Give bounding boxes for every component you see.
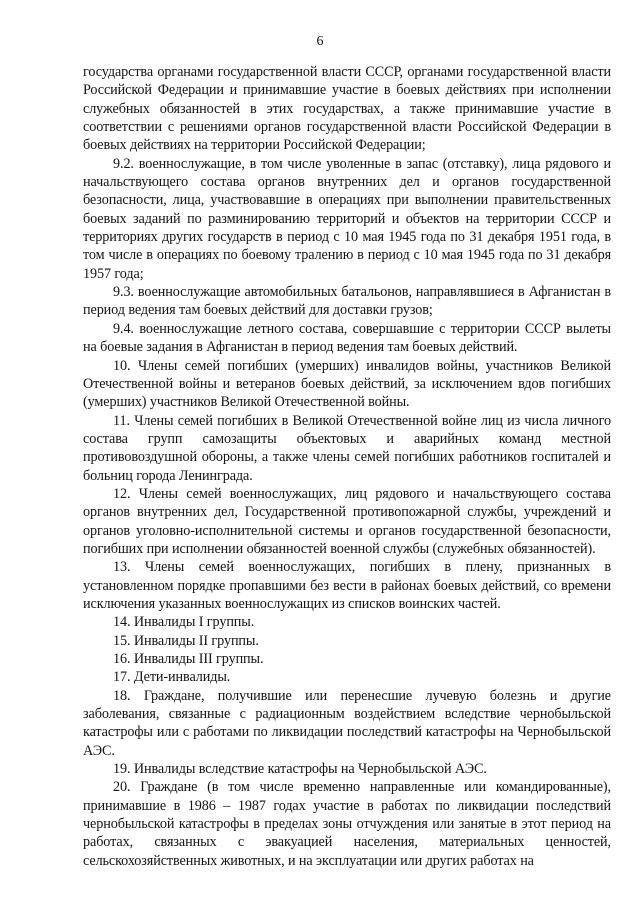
- paragraph-item-9-3: 9.3. военнослужащие автомобильных батальонов, направлявшиеся в Афганистан в период ведения там боевых действий для доставки грузов;: [83, 284, 611, 319]
- paragraph-item-14: 14. Инвалиды I группы.: [113, 614, 255, 631]
- paragraph-item-18: 18. Граждане, получившие или перенесшие лучевую болезнь и другие заболевания, связанные с радиационным воздействием вследствие чернобыльской катастрофы или с работами по ликвидации последствий катастрофы на Чернобыльской АЭС.: [83, 687, 611, 759]
- paragraph-item-10: 10. Члены семей погибших (умерших) инвалидов войны, участников Великой Отечественной войны и ветеранов боевых действий, за исключением вдов погибших (умерших) участников Великой Отечественной войны.: [83, 357, 611, 411]
- paragraph-continuation: государства органами государственной власти СССР, органами государственной власти Российской Федерации и принимавшие участие в боевых действиях при исполнении служебных обязанностей в этих государствах, а также принимавшие участие в соответствии с решениями органов государственной власти Российской Федерации в боевых действиях на территории Российской Федерации;: [83, 64, 611, 154]
- paragraph-item-9-4: 9.4. военнослужащие летного состава, совершавшие с территории СССР вылеты на боевые задания в Афганистан в период ведения там боевых действий.: [83, 320, 611, 356]
- paragraph-item-16: 16. Инвалиды III группы.: [113, 651, 264, 667]
- paragraph-item-17: 17. Дети-инвалиды.: [113, 669, 231, 686]
- paragraph-item-15: 15. Инвалиды II группы.: [113, 632, 259, 649]
- page-number: 6: [316, 34, 324, 49]
- paragraph-item-11: 11. Члены семей погибших в Великой Отечественной войне лиц из числа личного состава групп самозащиты объектовых и аварийных команд местной противовоздушной обороны, а также члены семей погибших работников госпиталей и больниц города Ленинграда.: [83, 412, 611, 484]
- paragraph-item-12: 12. Члены семей военнослужащих, лиц рядового и начальствующего состава органов внутренних дел, Государственной противопожарной службы, учреждений и органов уголовно-исполнительной системы и органов государственной безопасности, погибших при исполнении обязанностей военной службы (служебных обязанностей).: [83, 485, 611, 557]
- paragraph-item-19: 19. Инвалиды вследствие катастрофы на Чернобыльской АЭС.: [113, 761, 487, 778]
- paragraph-item-9-2: 9.2. военнослужащие, в том числе уволенные в запас (отставку), лица рядового и начальствующего состава органов внутренних дел и органов государственной безопасности, лица, участвовавшие в операциях при выполнении правительственных боевых заданий по разминированию территорий и объектов на территории СССР и территориях других государств в период с 10 мая 1945 года по 31 декабря 1951 года, в том числе в операциях по боевому тралению в период с 10 мая 1945 года по 31 декабря 1957 года;: [83, 155, 611, 282]
- paragraph-item-20: 20. Граждане (в том числе временно направленные или командированные), принимавшие в 1986 – 1987 годах участие в работах по ликвидации последствий чернобыльской катастрофы в пределах зоны отчуждения или занятые в этот период на работах, связанных с эвакуацией населения, материальных ценностей, сельскохозяйственных животных, и на эксплуатации или других работах на: [83, 779, 611, 869]
- document-body: [83, 63, 611, 870]
- paragraph-item-13: 13. Члены семей военнослужащих, погибших в плену, признанных в установленном порядке пропавшими без вести в районах боевых действий, со времени исключения указанных военнослужащих из списков воинских частей.: [83, 559, 611, 612]
